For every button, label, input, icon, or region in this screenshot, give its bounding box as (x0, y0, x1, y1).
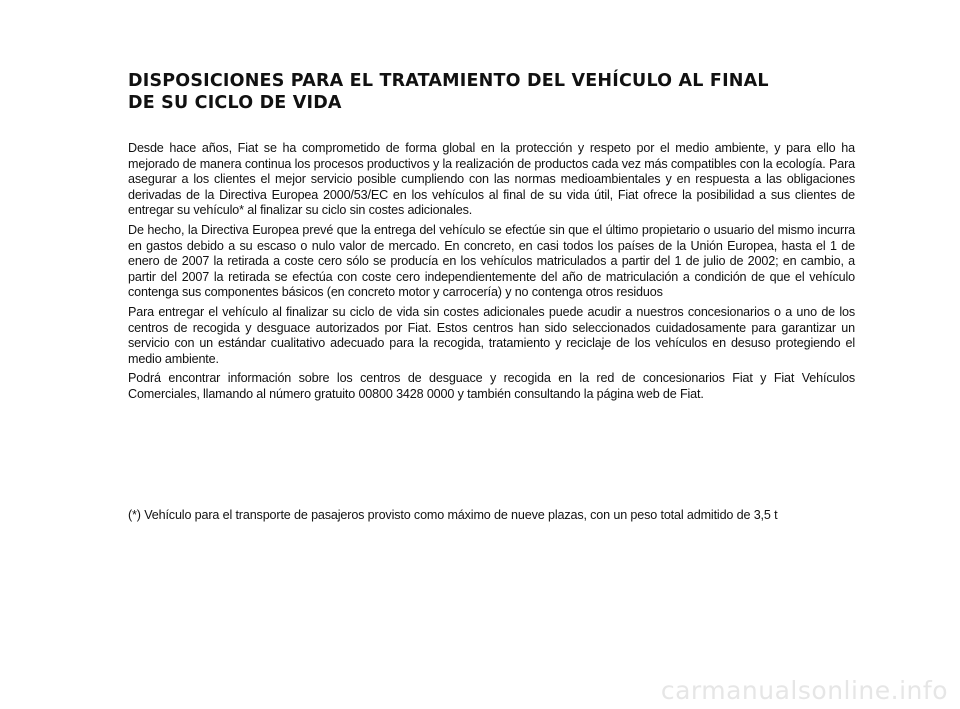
paragraph-3: Para entregar el vehículo al finalizar su ciclo de vida sin costes adicionales puede acudir a nuestros concesionarios o a uno de los centros de recogida y desguace autorizados por Fiat. Estos centros han sido seleccionados cuidadosamente para garantizar un servicio con un estándar cualitativo adecuado para la recogida, tratamiento y reciclaje de los vehículos en desuso protegiendo el medio ambiente. (128, 304, 855, 366)
paragraph-2: De hecho, la Directiva Europea prevé que la entrega del vehículo se efectúe sin que el último propietario o usuario del mismo incurra en gastos debido a su escaso o nulo valor de mercado. En concreto, en casi todos los países de la Unión Europea, hasta el 1 de enero de 2007 la retirada a coste cero sólo se producía en los vehículos matriculados a partir del 1 de julio de 2002; en cambio, a partir del 2007 la retirada se efectúa con coste cero independientemente del año de matriculación a condición de que el vehículo contenga sus componentes básicos (en concreto motor y carrocería) y no contenga otros residuos (128, 222, 855, 300)
footnote: (*) Vehículo para el transporte de pasajeros provisto como máximo de nueve plazas, con un peso total admitido de 3,5 t (128, 508, 778, 522)
page-title (128, 70, 828, 114)
paragraph-4: Podrá encontrar información sobre los centros de desguace y recogida en la red de concesionarios Fiat y Fiat Vehículos Comerciales, llamando al número gratuito 00800 3428 0000 y también consultando la página web de Fiat. (128, 371, 855, 401)
watermark: carmanualsonline.info (660, 676, 948, 705)
body-text (128, 141, 855, 407)
paragraph-1: Desde hace años, Fiat se ha comprometido de forma global en la protección y respeto por el medio ambiente, y para ello ha mejorado de manera continua los procesos productivos y la realización de productos cada vez más compatibles con la ecología. Para asegurar a los clientes el mejor servicio posible cumpliendo con las normas medioambientales y en respuesta a las obligaciones derivadas de la Directiva Europea 2000/53/EC en los vehículos al final de su vida útil, Fiat ofrece la posibilidad a sus clientes de entregar su vehículo* al finalizar su ciclo sin costes adicionales. (128, 141, 855, 218)
title-line-2: DE SU CICLO DE VIDA (128, 93, 342, 113)
title-line-1: DISPOSICIONES PARA EL TRATAMIENTO DEL VEHÍCULO AL FINAL (128, 71, 769, 91)
